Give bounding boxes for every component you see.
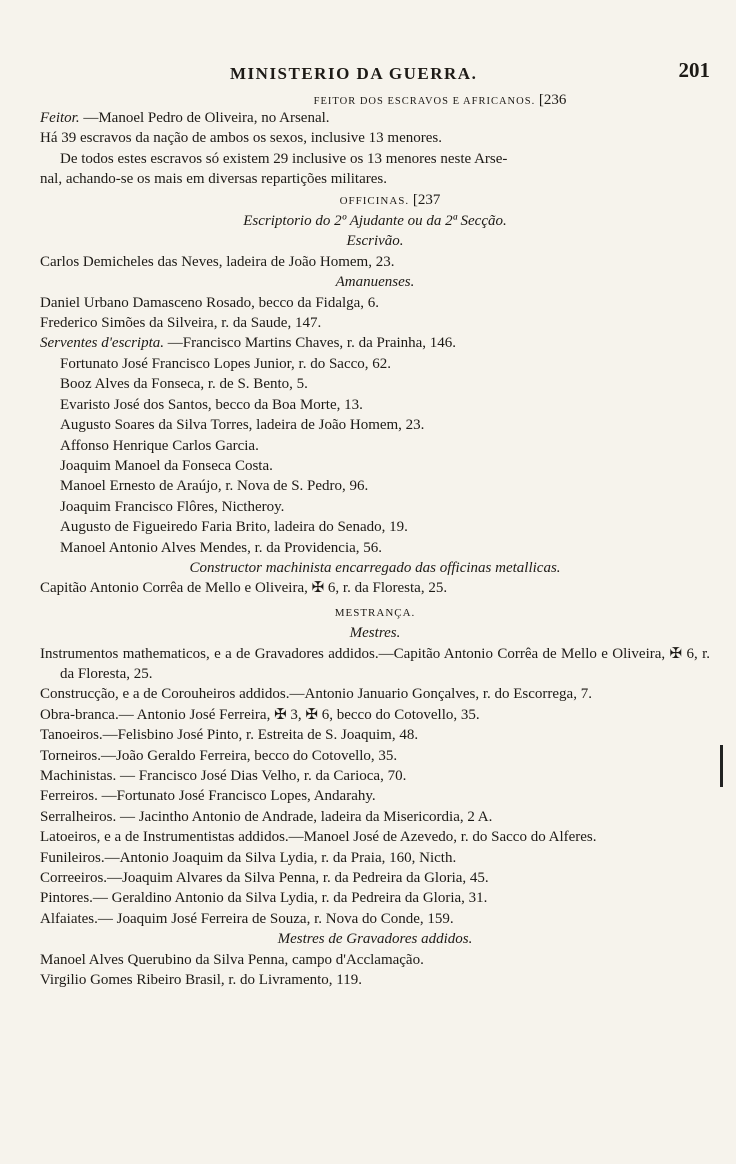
feitor-line xyxy=(40,108,710,128)
officinas-subtitle: Escriptorio do 2º Ajudante ou da 2ª Secção. xyxy=(243,213,507,230)
margin-rule xyxy=(720,745,723,787)
servente-entry: Booz Alves da Fonseca, r. de S. Bento, 5. xyxy=(60,376,308,393)
serventes-label: Serventes d'escripta. xyxy=(40,335,165,352)
servente-entry: Joaquim Manoel da Fonseca Costa. xyxy=(60,457,273,474)
amanuenses-title: Amanuenses. xyxy=(335,274,415,291)
mestranca-entry: Instrumentos mathematicos, e a de Gravadores addidos.—Capitão Antonio Corrêa de Mello e Oliveira, ✠ 6, r. da Floresta, 25. xyxy=(40,645,710,682)
escrivao-title: Escrivão. xyxy=(346,233,404,250)
page-header xyxy=(40,60,710,90)
servente-entry: Affonso Henrique Carlos Garcia. xyxy=(60,437,259,454)
servente-entry: Augusto de Figueiredo Faria Brito, ladeira do Senado, 19. xyxy=(60,519,408,536)
mestranca-entry: Ferreiros. —Fortunato José Francisco Lopes, Andarahy. xyxy=(40,788,376,805)
feitor-heading: FEITOR DOS ESCRAVOS E AFRICANOS. xyxy=(313,96,536,107)
mestranca-entry: Alfaiates.— Joaquim José Ferreira de Souza, r. Nova do Conde, 159. xyxy=(40,910,454,927)
gravador-entry: Virgilio Gomes Ribeiro Brasil, r. do Livramento, 119. xyxy=(40,972,362,989)
mestranca-entry: Pintores.— Geraldino Antonio da Silva Lydia, r. da Pedreira da Gloria, 31. xyxy=(40,890,488,907)
amanuense-entry: Daniel Urbano Damasceno Rosado, becco da Fidalga, 6. xyxy=(40,294,380,311)
feitor-label: Feitor. xyxy=(40,110,80,126)
section-heading-officinas xyxy=(40,190,710,211)
escrivao-entry: Carlos Demicheles das Neves, ladeira de João Homem, 23. xyxy=(40,253,395,270)
mestranca-heading: MESTRANÇA. xyxy=(334,606,416,619)
amanuense-entry: Frederico Simões da Silveira, r. da Saude, 147. xyxy=(40,315,322,332)
feitor-text: —Manoel Pedro de Oliveira, no Arsenal. xyxy=(79,110,330,126)
officinas-heading: OFFICINAS. xyxy=(339,194,410,207)
mestranca-entry: Correeiros.—Joaquim Alvares da Silva Penna, r. da Pedreira da Gloria, 45. xyxy=(40,870,489,887)
feitor-line-2: Há 39 escravos da nação de ambos os sexos, inclusive 13 menores. xyxy=(40,130,442,147)
section-heading-feitor xyxy=(170,90,710,108)
servente-entry: Joaquim Francisco Flôres, Nictheroy. xyxy=(60,498,285,515)
serventes-first: —Francisco Martins Chaves, r. da Prainha, 146. xyxy=(164,335,457,352)
mestranca-entry: Construcção, e a de Corouheiros addidos.—Antonio Januario Gonçalves, r. do Escorrega, 7. xyxy=(40,686,592,703)
mestranca-entry: Latoeiros, e a de Instrumentistas addidos.—Manoel José de Azevedo, r. do Sacco do Alferes. xyxy=(40,829,597,846)
feitor-line-4: nal, achando-se os mais em diversas repartições militares. xyxy=(40,171,387,188)
mestranca-entry: Funileiros.—Antonio Joaquim da Silva Lydia, r. da Praia, 160, Nicth. xyxy=(40,849,457,866)
running-title: MINISTERIO DA GUERRA. xyxy=(230,64,478,83)
mestranca-entry: Tanoeiros.—Felisbino José Pinto, r. Estreita de S. Joaquim, 48. xyxy=(40,727,419,744)
page-number: 201 xyxy=(678,58,710,82)
mestranca-entry: Torneiros.—João Geraldo Ferreira, becco do Cotovello, 35. xyxy=(40,747,398,764)
constructor-title: Constructor machinista encarregado das officinas metallicas. xyxy=(189,559,561,576)
servente-entry: Manoel Ernesto de Araújo, r. Nova de S. Pedro, 96. xyxy=(60,478,369,495)
mestranca-entry: Machinistas. — Francisco José Dias Velho, r. da Carioca, 70. xyxy=(40,768,407,784)
mestranca-entry: Serralheiros. — Jacintho Antonio de Andrade, ladeira da Misericordia, 2 A. xyxy=(40,808,493,825)
servente-entry: Evaristo José dos Santos, becco da Boa Morte, 13. xyxy=(60,396,363,413)
servente-entry: Augusto Soares da Silva Torres, ladeira de João Homem, 23. xyxy=(60,417,425,434)
servente-entry: Manoel Antonio Alves Mendes, r. da Providencia, 56. xyxy=(60,539,383,556)
constructor-entry: Capitão Antonio Corrêa de Mello e Oliveira, ✠ 6, r. da Floresta, 25. xyxy=(40,580,448,597)
feitor-ref: [236 xyxy=(538,92,567,108)
mestranca-entry: Obra-branca.— Antonio José Ferreira, ✠ 3, ✠ 6, becco do Cotovello, 35. xyxy=(40,706,480,723)
serventes-line xyxy=(40,333,710,353)
gravadores-title: Mestres de Gravadores addidos. xyxy=(277,931,473,948)
officinas-ref: [237 xyxy=(412,191,441,208)
mestres-title: Mestres. xyxy=(349,625,401,642)
gravador-entry: Manoel Alves Querubino da Silva Penna, campo d'Acclamação. xyxy=(40,951,424,968)
servente-entry: Fortunato José Francisco Lopes Junior, r. do Sacco, 62. xyxy=(60,355,392,372)
feitor-line-3: De todos estes escravos só existem 29 inclusive os 13 menores neste Arse- xyxy=(60,150,508,167)
